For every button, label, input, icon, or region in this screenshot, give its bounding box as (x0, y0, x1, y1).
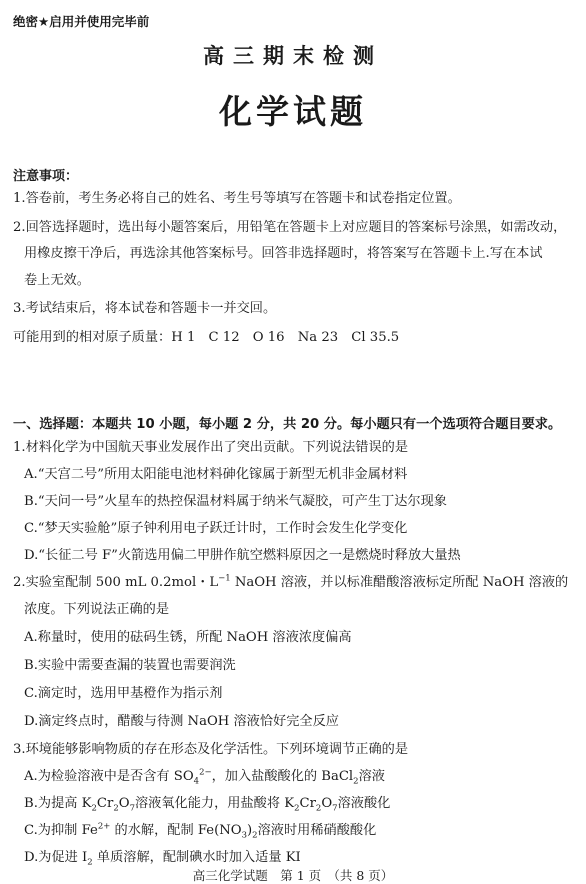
q3-option-b (24, 795, 390, 813)
q3-c-text-3: ) (247, 823, 253, 838)
q2-stem-line-1 (13, 574, 568, 592)
exam-title: 高三期末检测 (203, 43, 383, 68)
q2-stem-text-1: 2.实验室配制 500 mL 0.2mol・L (13, 575, 219, 590)
notice-heading: 注意事项： (13, 169, 79, 184)
q1-option-c: C.“梦天实验舱”原子钟利用电子跃迁计时，工作时会发生化学变化 (24, 521, 408, 536)
q3-b-sub-6: 7 (332, 803, 338, 814)
q3-c-sub-2: 2 (252, 830, 258, 841)
q2-stem-text-2: NaOH 溶液，并以标准醋酸溶液标定所配 NaOH 溶液的 (230, 575, 569, 590)
q3-a-text-1: A.为检验溶液中是否含有 SO (24, 769, 194, 784)
q3-b-sub-3: 7 (129, 803, 135, 814)
q3-option-d (24, 849, 301, 867)
q3-b-text-4: 溶液氧化能力，用盐酸将 K (134, 796, 295, 811)
notice-item-3: 3.考试结束后，将本试卷和答题卡一并交回。 (13, 301, 277, 316)
q3-b-text-6: O (321, 796, 333, 811)
q3-b-sub-4: 2 (294, 803, 300, 814)
notice-item-2-line-3: 卷上无效。 (24, 273, 90, 288)
q3-b-text-5: Cr (299, 796, 316, 811)
q3-d-subscript: 2 (87, 857, 93, 868)
q3-b-text-1: B.为提高 K (24, 796, 92, 811)
q3-c-superscript: 2+ (97, 821, 111, 832)
q3-a-subscript-2: 2 (353, 776, 359, 787)
q3-b-text-7: 溶液酸化 (337, 796, 391, 811)
q3-a-subscript: 4 (193, 776, 200, 787)
q2-option-a: A.称量时，使用的砝码生锈，所配 NaOH 溶液浓度偏高 (24, 630, 352, 645)
q3-d-text-2: 单质溶解，配制碘水时加入适量 KI (92, 850, 301, 865)
notice-item-2-line-2: 用橡皮擦干净后，再选涂其他答案标号。回答非选择题时，将答案写在答题卡上.写在本试 (24, 246, 543, 261)
page-footer: 高三化学试题 第 1 页 （共 8 页） (192, 868, 394, 883)
secrecy-label: 绝密★启用并使用完毕前 (13, 14, 150, 29)
q1-option-b: B.“天问一号”火星车的热控保温材料属于纳米气凝胶，可产生丁达尔现象 (24, 494, 447, 509)
q1-option-a: A.“天宫二号”所用太阳能电池材料砷化镓属于新型无机非金属材料 (24, 467, 408, 482)
q1-option-d: D.“长征二号 F”火箭选用偏二甲肼作航空燃料原因之一是燃烧时释放大量热 (24, 548, 461, 563)
q3-b-sub-2: 2 (113, 803, 119, 814)
q3-c-text-1: C.为抑制 Fe (24, 823, 98, 838)
q3-c-text-4: 溶液时用稀硝酸酸化 (257, 823, 377, 838)
q3-b-sub-5: 2 (315, 803, 322, 814)
notice-item-2-line-1: 2.回答选择题时，选出每小题答案后，用铅笔在答题卡上对应题目的答案标号涂黑，如需改动， (13, 220, 567, 235)
q2-option-d: D.滴定终点时，醋酸与待测 NaOH 溶液恰好完全反应 (24, 714, 339, 729)
q3-option-c (24, 822, 376, 840)
section-heading: 一、选择题：本题共 10 小题，每小题 2 分，共 20 分。每小题只有一个选项符合题目要求。 (13, 417, 562, 432)
q3-a-text-2: ，加入盐酸酸化的 BaCl (211, 769, 354, 784)
q2-stem-superscript: −1 (218, 573, 231, 584)
q3-b-text-3: O (118, 796, 130, 811)
q3-c-text-2: 的水解，配制 Fe(NO (110, 823, 242, 838)
q3-option-a (24, 768, 385, 786)
subject-title: 化学试题 (219, 92, 367, 131)
q1-stem: 1.材料化学为中国航天事业发展作出了突出贡献。下列说法错误的是 (13, 440, 409, 455)
q2-option-c: C.滴定时，选用甲基橙作为指示剂 (24, 686, 223, 701)
q3-d-text-1: D.为促进 I (24, 850, 88, 865)
notice-item-1: 1.答卷前，考生务必将自己的姓名、考生号等填写在答题卡和试卷指定位置。 (13, 191, 461, 206)
q3-a-text-3: 溶液 (358, 769, 385, 784)
q3-a-superscript: 2− (199, 767, 212, 778)
q3-stem: 3.环境能够影响物质的存在形态及化学活性。下列环境调节正确的是 (13, 742, 409, 757)
q3-b-text-2: Cr (96, 796, 114, 811)
atomic-mass-line: 可能用到的相对原子质量：H 1 C 12 O 16 Na 23 Cl 35.5 (13, 330, 400, 345)
q3-b-sub-1: 2 (91, 803, 97, 814)
q3-c-sub-1: 3 (241, 830, 248, 841)
q2-option-b: B.实验中需要查漏的装置也需要润洗 (24, 658, 236, 673)
q2-stem-line-2: 浓度。下列说法正确的是 (24, 602, 170, 617)
